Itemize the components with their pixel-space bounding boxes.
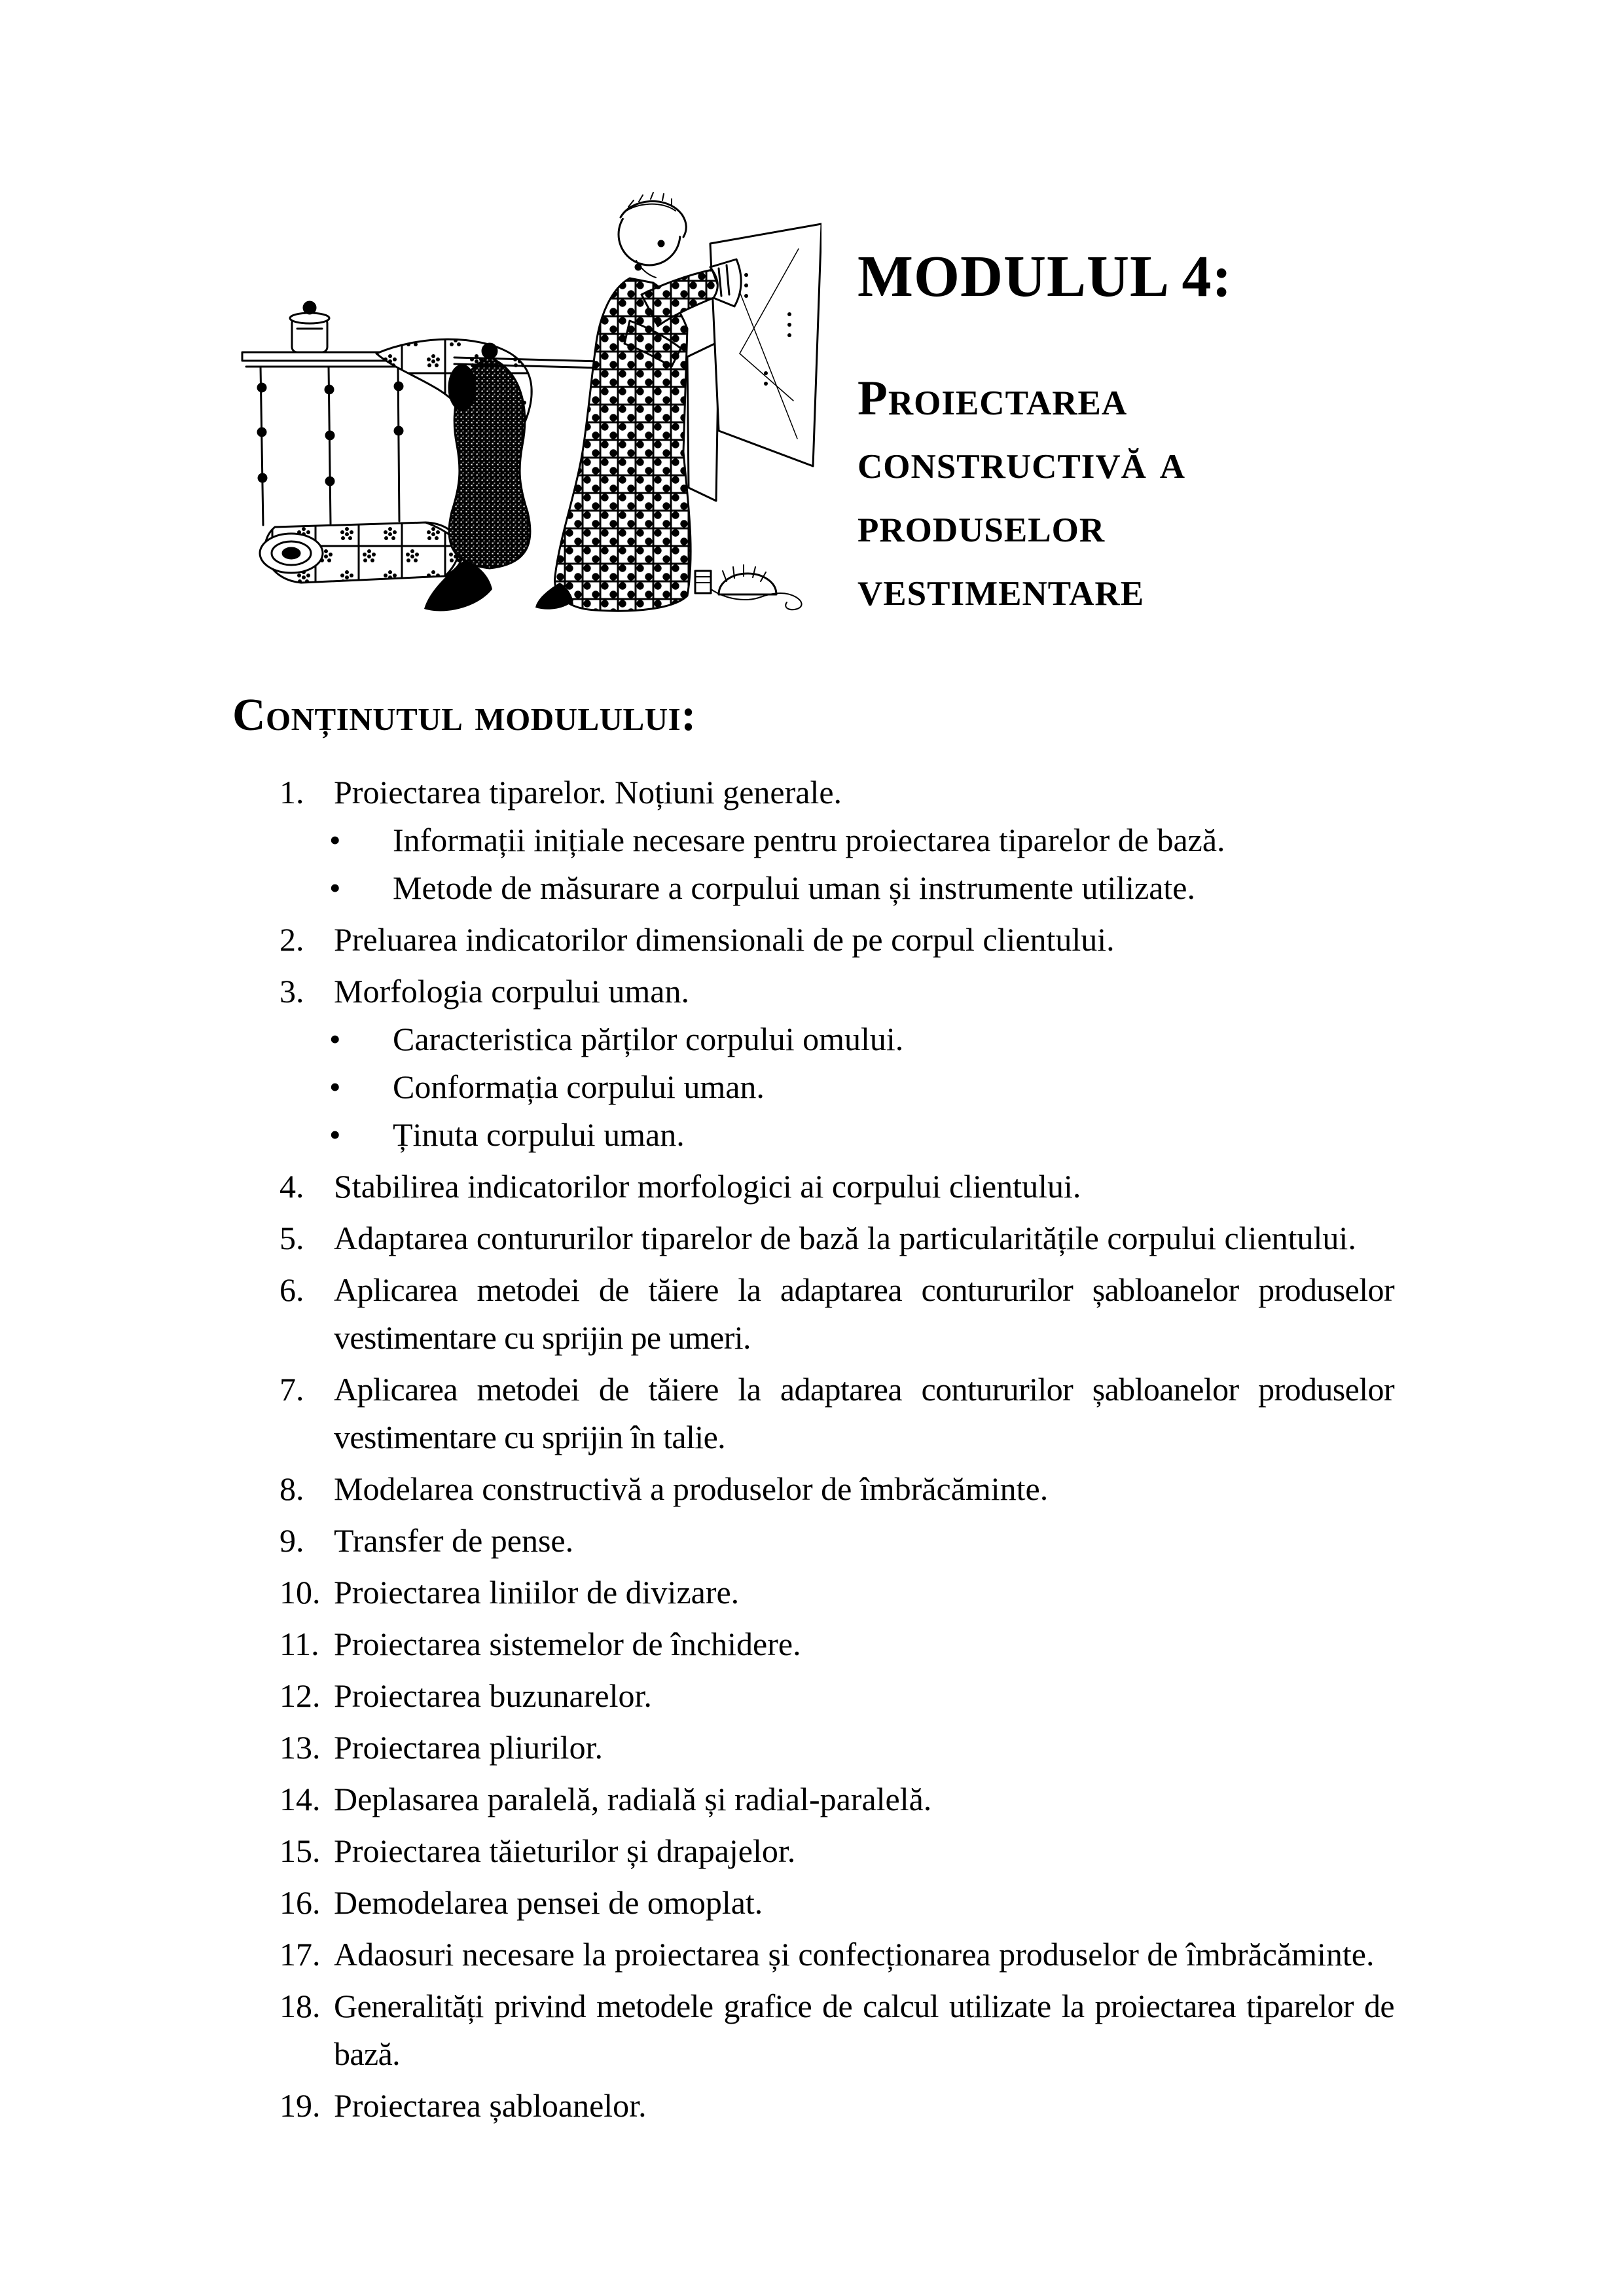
table-legs <box>258 367 403 525</box>
list-item-number: 12. <box>280 1677 321 1714</box>
module-title: MODULUL 4: <box>857 244 1233 309</box>
list-item-text: Proiectarea pliurilor. <box>334 1729 603 1766</box>
list-item-text: Adaptarea contururilor tiparelor de bază la particularitățile corpului clientului. <box>334 1220 1356 1256</box>
pattern-sheets <box>687 224 821 501</box>
module-subtitle: Proiectarea constructivă a produselor vestimentare <box>857 371 1185 616</box>
list-item <box>232 1214 1394 1262</box>
list-item <box>232 769 1394 912</box>
list-item-number: 7. <box>280 1371 304 1408</box>
fabric-roll <box>260 522 462 583</box>
list-item-number: 16. <box>280 1884 321 1921</box>
list-item <box>232 1982 1394 2078</box>
list-item-number: 4. <box>280 1168 304 1205</box>
list-item-text: Preluarea indicatorilor dimensionali de pe corpul clientului. <box>334 921 1115 958</box>
list-item <box>232 2082 1394 2130</box>
sub-bullet-list <box>334 1015 1394 1159</box>
list-item <box>232 1366 1394 1461</box>
section-heading: Conținutul modulului: <box>232 690 696 740</box>
table <box>242 302 458 525</box>
list-item-number: 5. <box>280 1220 304 1256</box>
list-item-number: 2. <box>280 921 304 958</box>
list-item-text: Aplicarea metodei de tăiere la adaptarea contururilor șabloanelor produselor vestimentare cu sprijin în talie. <box>334 1371 1394 1455</box>
list-item-text: Proiectarea liniilor de divizare. <box>334 1574 740 1611</box>
woman-head <box>619 192 686 278</box>
pincushion <box>695 565 802 610</box>
list-item-text: Proiectarea șabloanelor. <box>334 2087 647 2124</box>
bullet-item: • Caracteristica părților corpului omului. <box>334 1015 1394 1063</box>
list-item <box>232 1672 1394 1720</box>
list-item <box>232 968 1394 1159</box>
list-item-text: Modelarea constructivă a produselor de îmbrăcăminte. <box>334 1470 1049 1507</box>
dress-body <box>555 278 691 611</box>
list-item <box>232 1266 1394 1362</box>
list-item-number: 8. <box>280 1470 304 1507</box>
list-item-number: 18. <box>280 1988 321 2024</box>
list-item <box>232 1465 1394 1513</box>
list-item <box>232 1620 1394 1668</box>
list-item <box>232 1724 1394 1772</box>
list-item-text: Stabilirea indicatorilor morfologici ai corpului clientului. <box>334 1168 1081 1205</box>
module-content-list <box>232 769 1394 2134</box>
list-item-number: 3. <box>280 973 304 1010</box>
list-item-text: Deplasarea paralelă, radială și radial-paralelă. <box>334 1781 932 1817</box>
list-item-number: 10. <box>280 1574 321 1611</box>
list-item-text: Proiectarea tăieturilor și drapajelor. <box>334 1832 796 1869</box>
list-item-text: Proiectarea tiparelor. Noțiuni generale. <box>334 774 842 811</box>
list-item <box>232 1931 1394 1978</box>
list-item-number: 9. <box>280 1522 304 1559</box>
list-item-text: Aplicarea metodei de tăiere la adaptarea contururilor șabloanelor produselor vestimentare cu sprijin pe umeri. <box>334 1271 1394 1356</box>
sub-bullet-list <box>334 816 1394 912</box>
list-item-number: 15. <box>280 1832 321 1869</box>
list-item-text: Adaosuri necesare la proiectarea și confecționarea produselor de îmbrăcăminte. <box>334 1936 1375 1973</box>
list-item-number: 6. <box>280 1271 304 1308</box>
list-item-text: Demodelarea pensei de omoplat. <box>334 1884 763 1921</box>
bullet-item: • Ținuta corpului uman. <box>334 1111 1394 1159</box>
list-item-number: 13. <box>280 1729 321 1766</box>
list-item-text: Generalități privind metodele grafice de calcul utilizate la proiectarea tiparelor de bază. <box>334 1988 1394 2072</box>
jar-icon <box>290 302 329 352</box>
list-item-text: Proiectarea buzunarelor. <box>334 1677 652 1714</box>
list-item-text: Morfologia corpului uman. <box>334 973 689 1010</box>
list-item <box>232 1163 1394 1211</box>
list-item-text: Proiectarea sistemelor de închidere. <box>334 1626 801 1662</box>
list-item-number: 11. <box>280 1626 319 1662</box>
list-item <box>232 1879 1394 1927</box>
list-item-number: 14. <box>280 1781 321 1817</box>
list-item <box>232 1517 1394 1565</box>
list-item-number: 17. <box>280 1936 321 1973</box>
list-item-number: 19. <box>280 2087 321 2124</box>
bullet-item: • Conformația corpului uman. <box>334 1063 1394 1111</box>
list-item <box>232 1776 1394 1823</box>
list-item <box>232 916 1394 964</box>
list-item <box>232 1569 1394 1616</box>
list-item-text: Transfer de pense. <box>334 1522 574 1559</box>
bullet-item: • Informații inițiale necesare pentru proiectarea tiparelor de bază. <box>334 816 1394 864</box>
list-item <box>232 1827 1394 1875</box>
dressmaker-illustration <box>229 157 821 625</box>
list-item-number: 1. <box>280 774 304 811</box>
bullet-item: • Metode de măsurare a corpului uman și instrumente utilizate. <box>334 864 1394 912</box>
